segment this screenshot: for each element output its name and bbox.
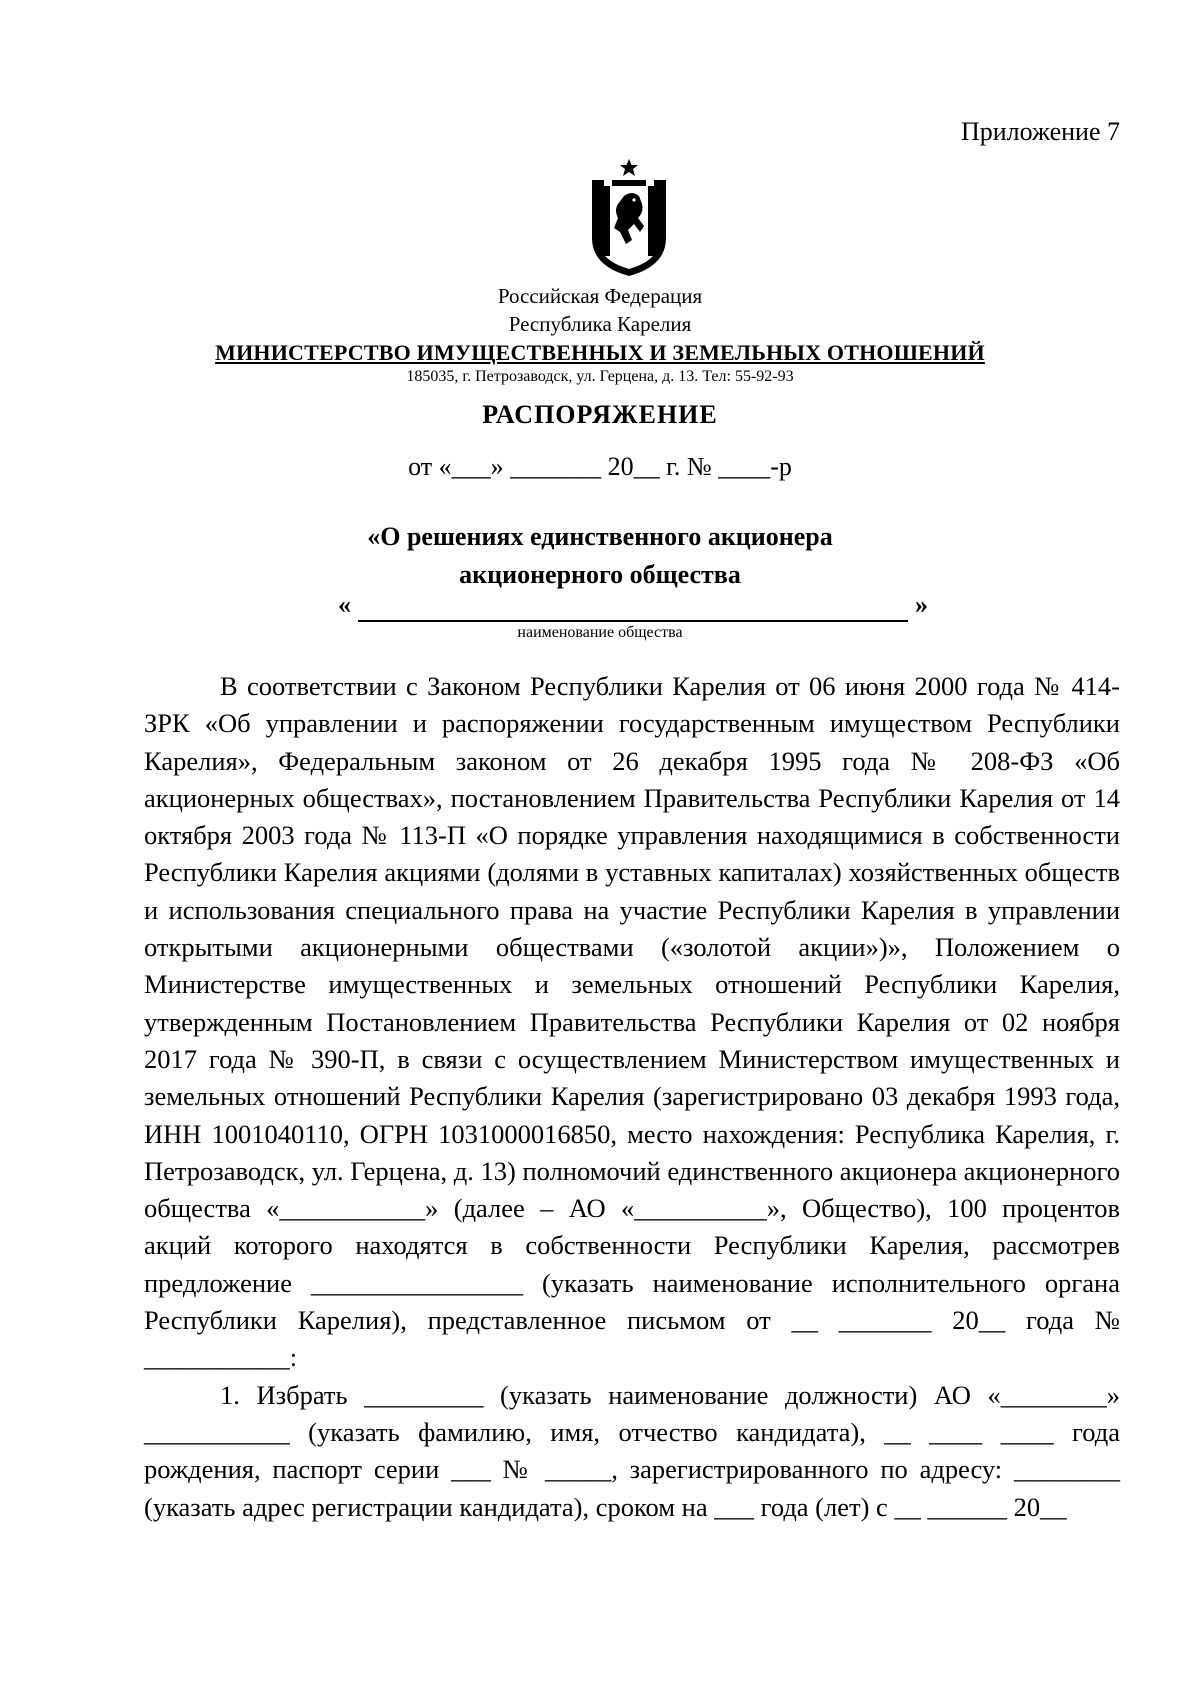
company-name-caption: наименование общества: [517, 624, 683, 641]
close-quote: »: [915, 590, 928, 619]
karelia-coat-of-arms-icon: [584, 158, 674, 280]
country-name: Российская Федерация: [497, 284, 703, 308]
order-title: РАСПОРЯЖЕНИЕ: [482, 400, 718, 429]
item-1-paragraph: 1. Избрать _________ (указать наименование должности) АО «________» ___________ (указать фамилию, имя, отчество кандидата), __ ____ ____ года рождения, паспорт серии ___ № _____, зарегистрированного по адресу: ________ (указать адрес регистрации кандидата), сроком на ___ года (лет) с __ ______ 20__: [144, 1379, 1120, 1522]
subject-line-2: акционерного общества: [459, 560, 741, 589]
ministry-address: 185035, г. Петрозаводск, ул. Герцена, д. 13. Тел: 55-92-93: [406, 368, 794, 385]
order-body: [144, 668, 1120, 1526]
open-quote: «: [338, 590, 351, 619]
region-name: Республика Карелия: [508, 312, 692, 336]
appendix-label: Приложение 7: [960, 117, 1120, 146]
preamble-paragraph: В соответствии с Законом Республики Карелия от 06 июня 2000 года № 414-ЗРК «Об управлении и распоряжении государственным имуществом Республики Карелия», Федеральным законом от 26 декабря 1995 года № 208-ФЗ «Об акционерных обществах», постановлением Правительства Республики Карелия от 14 октября 2003 года № 113-П «О порядке управления находящимися в собственности Республики Карелия акциями (долями в уставных капиталах) хозяйственных обществ и использования специального права на участие Республики Карелия в управлении открытыми акционерными обществами («золотой акции»)», Положением о Министерстве имущественных и земельных отношений Республики Карелия, утвержденным Постановлением Правительства Республики Карелия от 02 ноября 2017 года № 390-П, в связи с осуществлением Министерством имущественных и земельных отношений Республики Карелия (зарегистрировано 03 декабря 1993 года, ИНН 1001040110, ОГРН 1031000016850, место нахождения: Республика Карелия, г. Петрозаводск, ул. Герцена, д. 13) полномочий единственного акционера акционерного общества «___________» (далее – АО «__________», Общество), 100 процентов акций которого находятся в собственности Республики Карелия, рассмотрев предложение ________________ (указать наименование исполнительного органа Республики Карелия), представленное письмом от __ _______ 20__ года № ___________:: [144, 671, 1120, 1373]
subject-line-1: «О решениях единственного акционера: [367, 522, 833, 551]
order-date-line: от «___» _______ 20__ г. № ____-р: [408, 452, 792, 481]
company-name-field: [338, 590, 928, 624]
company-name-blank-line: [358, 620, 908, 622]
ministry-name: МИНИСТЕРСТВО ИМУЩЕСТВЕННЫХ И ЗЕМЕЛЬНЫХ ОТНОШЕНИЙ: [215, 340, 985, 365]
